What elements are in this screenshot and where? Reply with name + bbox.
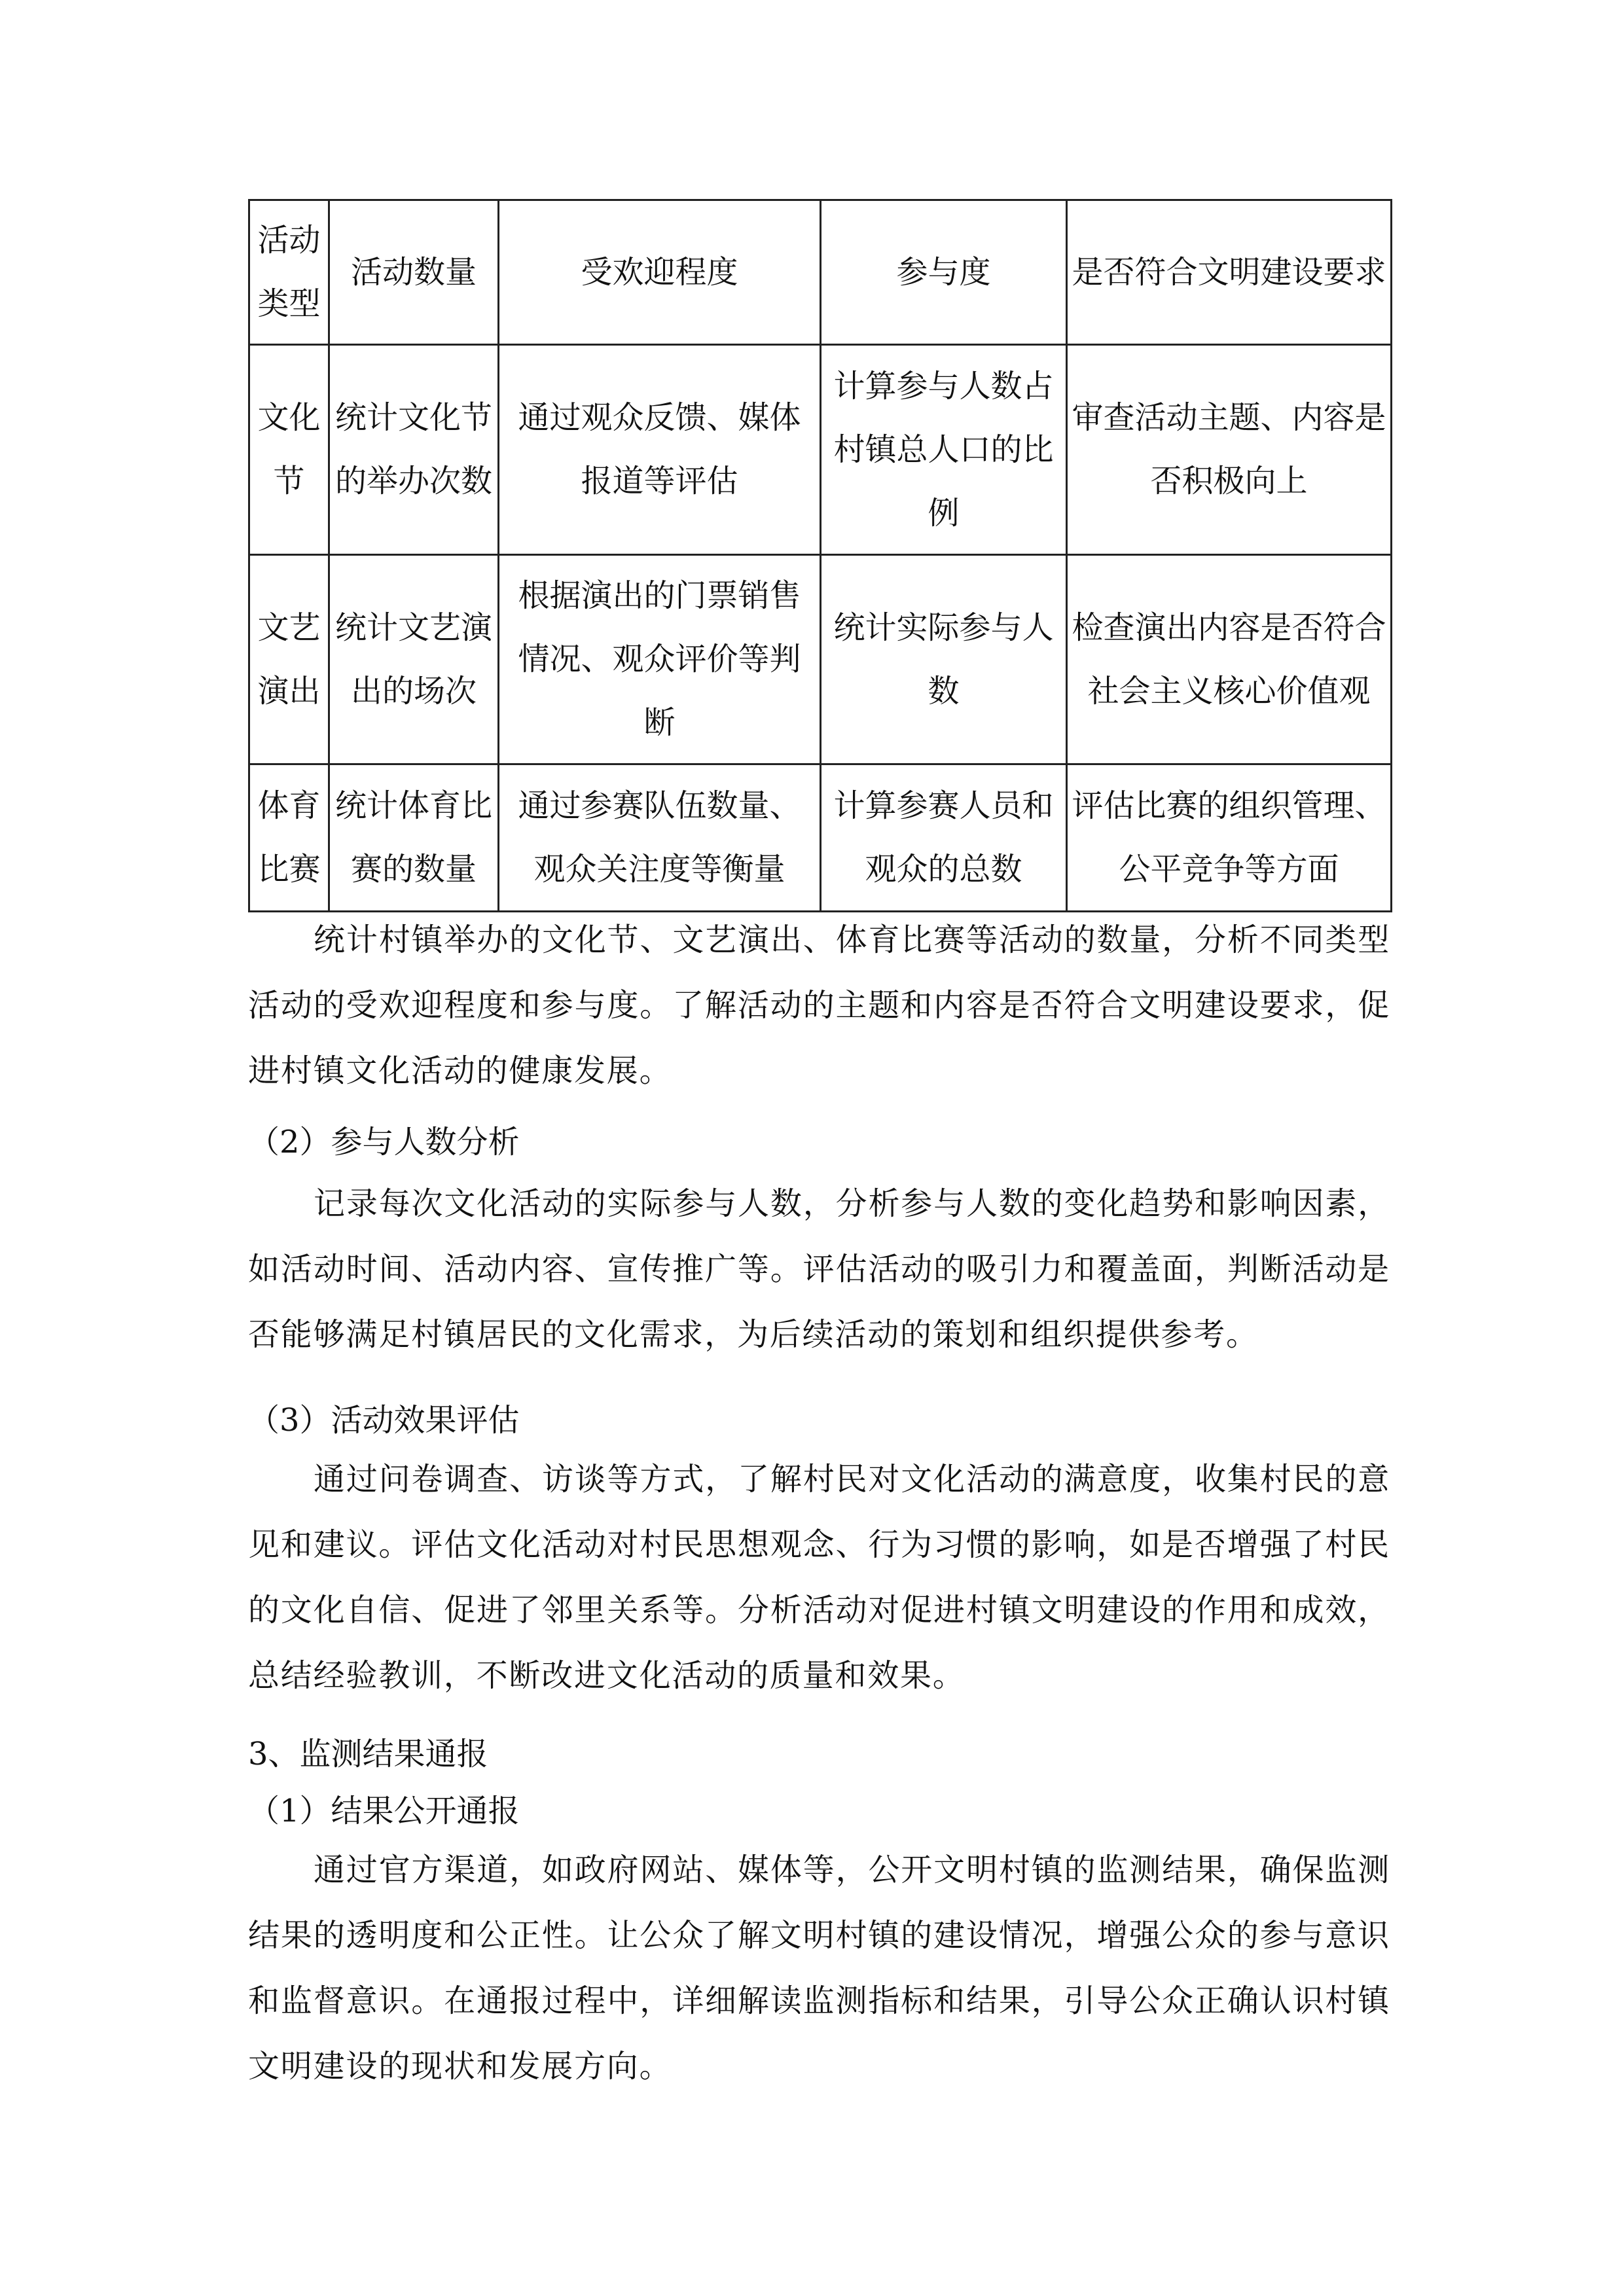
table-row: [249, 555, 1392, 764]
table-cell: 统计文化节的举办次数: [329, 345, 499, 555]
subheading: （2）参与人数分析: [248, 1124, 520, 1160]
table-cell: 文化节: [249, 345, 329, 555]
subheading: （1）结果公开通报: [248, 1793, 520, 1829]
table-cell: 计算参与人数占村镇总人口的比例: [821, 345, 1067, 555]
table-cell: 统计体育比赛的数量: [329, 764, 499, 912]
header-cell: 活动数量: [329, 200, 499, 345]
table-cell: 统计文艺演出的场次: [329, 555, 499, 764]
table-cell: 计算参赛人员和观众的总数: [821, 764, 1067, 912]
table-row: [249, 764, 1392, 912]
table-cell: 通过观众反馈、媒体报道等评估: [499, 345, 821, 555]
header-cell: 受欢迎程度: [499, 200, 821, 345]
table-cell: 统计实际参与人数: [821, 555, 1067, 764]
table-cell: 根据演出的门票销售情况、观众评价等判断: [499, 555, 821, 764]
table-cell: 体育比赛: [249, 764, 329, 912]
table-header-row: [249, 200, 1392, 345]
activity-table: [248, 199, 1392, 912]
table-cell: 审查活动主题、内容是否积极向上: [1067, 345, 1392, 555]
paragraph: 通过官方渠道，如政府网站、媒体等，公开文明村镇的监测结果，确保监测结果的透明度和公正性。让公众了解文明村镇的建设情况，增强公众的参与意识和监督意识。在通报过程中，详细解读监测指标和结果，引导公众正确认识村镇文明建设的现状和发展方向。: [248, 1852, 1390, 2085]
paragraph: 通过问卷调查、访谈等方式，了解村民对文化活动的满意度，收集村民的意见和建议。评估文化活动对村民思想观念、行为习惯的影响，如是否增强了村民的文化自信、促进了邻里关系等。分析活动对促进村镇文明建设的作用和成效，总结经验教训，不断改进文化活动的质量和效果。: [248, 1461, 1390, 1694]
table-cell: 文艺演出: [249, 555, 329, 764]
section-heading: 3、监测结果通报: [248, 1736, 488, 1772]
table-cell: 检查演出内容是否符合社会主义核心价值观: [1067, 555, 1392, 764]
paragraph: 统计村镇举办的文化节、文艺演出、体育比赛等活动的数量，分析不同类型活动的受欢迎程度和参与度。了解活动的主题和内容是否符合文明建设要求，促进村镇文化活动的健康发展。: [248, 922, 1390, 1089]
table-row: [249, 345, 1392, 555]
header-cell: 参与度: [821, 200, 1067, 345]
table-cell: 通过参赛队伍数量、观众关注度等衡量: [499, 764, 821, 912]
header-cell: 是否符合文明建设要求: [1067, 200, 1392, 345]
subheading: （3）活动效果评估: [248, 1402, 520, 1439]
paragraph: 记录每次文化活动的实际参与人数，分析参与人数的变化趋势和影响因素，如活动时间、活动内容、宣传推广等。评估活动的吸引力和覆盖面，判断活动是否能够满足村镇居民的文化需求，为后续活动的策划和组织提供参考。: [248, 1185, 1390, 1353]
table-cell: 评估比赛的组织管理、公平竞争等方面: [1067, 764, 1392, 912]
header-cell: 活动类型: [249, 200, 329, 345]
